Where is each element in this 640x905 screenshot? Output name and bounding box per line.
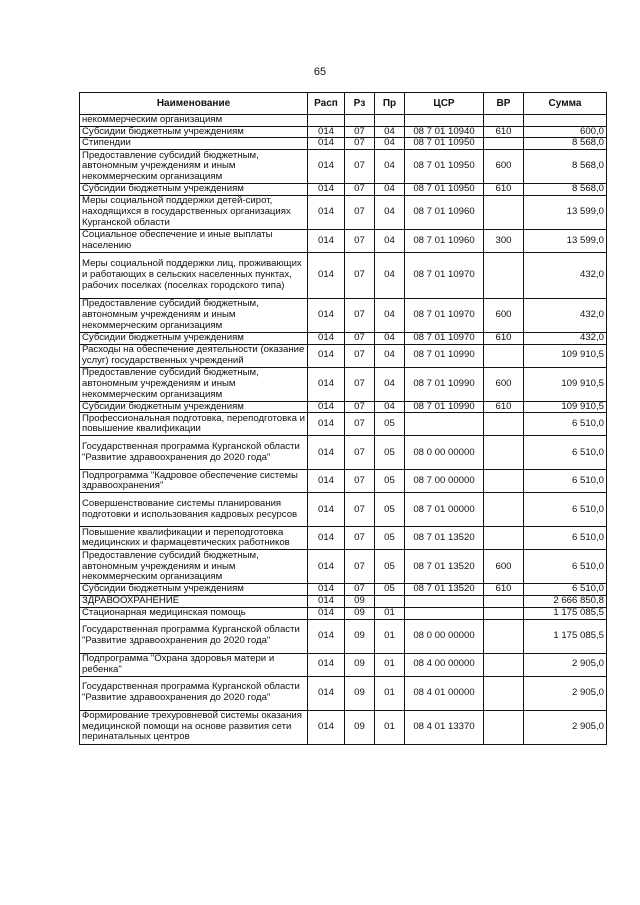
cell-csr: 08 7 01 00000 <box>405 493 484 527</box>
cell-rz: 07 <box>345 126 375 138</box>
cell-rasp: 014 <box>308 493 345 527</box>
cell-vr <box>484 493 524 527</box>
header-sum: Сумма <box>524 93 607 115</box>
cell-name: Предоставление субсидий бюджетным, автономным учреждениям и иным некоммерческим организациям <box>80 298 308 332</box>
cell-vr <box>484 138 524 150</box>
cell-name: Повышение квалификации и переподготовка медицинских и фармацевтических работников <box>80 527 308 550</box>
cell-vr <box>484 115 524 127</box>
cell-name: Меры социальной поддержки детей-сирот, находящихся в государственных организациях Курганской области <box>80 195 308 229</box>
cell-rasp: 014 <box>308 332 345 344</box>
cell-rasp: 014 <box>308 367 345 401</box>
cell-rz: 07 <box>345 401 375 413</box>
cell-csr: 08 7 01 13520 <box>405 584 484 596</box>
cell-csr: 08 7 01 10990 <box>405 344 484 367</box>
cell-vr: 600 <box>484 367 524 401</box>
cell-vr <box>484 607 524 619</box>
cell-rz: 07 <box>345 138 375 150</box>
cell-name: Предоставление субсидий бюджетным, автономным учреждениям и иным некоммерческим организациям <box>80 150 308 184</box>
cell-vr: 610 <box>484 584 524 596</box>
cell-sum: 2 666 850,8 <box>524 596 607 608</box>
cell-name: Субсидии бюджетным учреждениям <box>80 401 308 413</box>
header-pr: Пр <box>375 93 405 115</box>
cell-pr: 05 <box>375 584 405 596</box>
cell-rasp: 014 <box>308 607 345 619</box>
cell-vr <box>484 470 524 493</box>
cell-sum: 6 510,0 <box>524 413 607 436</box>
cell-rz: 07 <box>345 470 375 493</box>
cell-rasp: 014 <box>308 150 345 184</box>
cell-csr: 08 4 01 13370 <box>405 710 484 744</box>
table-row <box>80 676 607 710</box>
cell-csr: 08 0 00 00000 <box>405 436 484 470</box>
cell-pr: 04 <box>375 138 405 150</box>
table-row <box>80 138 607 150</box>
cell-rz: 07 <box>345 195 375 229</box>
table-row <box>80 550 607 584</box>
cell-name: Субсидии бюджетным учреждениям <box>80 126 308 138</box>
cell-sum: 6 510,0 <box>524 436 607 470</box>
cell-pr: 04 <box>375 298 405 332</box>
cell-rz: 07 <box>345 436 375 470</box>
cell-name: Подпрограмма "Кадровое обеспечение системы здравоохранения" <box>80 470 308 493</box>
cell-sum <box>524 115 607 127</box>
cell-csr <box>405 115 484 127</box>
cell-vr <box>484 252 524 298</box>
cell-csr <box>405 596 484 608</box>
cell-pr: 05 <box>375 413 405 436</box>
cell-sum: 600,0 <box>524 126 607 138</box>
cell-csr: 08 7 01 10970 <box>405 252 484 298</box>
cell-name: Государственная программа Курганской области "Развитие здравоохранения до 2020 года" <box>80 676 308 710</box>
cell-name: Совершенствование системы планирования подготовки и использования кадровых ресурсов <box>80 493 308 527</box>
table-row <box>80 584 607 596</box>
cell-rz: 07 <box>345 229 375 252</box>
table-header-row <box>80 93 607 115</box>
cell-rasp: 014 <box>308 252 345 298</box>
cell-rasp: 014 <box>308 229 345 252</box>
cell-sum: 109 910,5 <box>524 367 607 401</box>
cell-pr: 01 <box>375 676 405 710</box>
cell-name: Расходы на обеспечение деятельности (оказание услуг) государственных учреждений <box>80 344 308 367</box>
cell-vr: 300 <box>484 229 524 252</box>
cell-sum: 109 910,5 <box>524 401 607 413</box>
budget-table <box>79 92 607 745</box>
cell-vr <box>484 344 524 367</box>
cell-rasp: 014 <box>308 676 345 710</box>
cell-vr <box>484 710 524 744</box>
cell-name: Стационарная медицинская помощь <box>80 607 308 619</box>
cell-rz: 09 <box>345 619 375 653</box>
cell-rz <box>345 115 375 127</box>
cell-name: Государственная программа Курганской области "Развитие здравоохранения до 2020 года" <box>80 619 308 653</box>
cell-pr: 04 <box>375 252 405 298</box>
cell-pr: 04 <box>375 229 405 252</box>
cell-rasp: 014 <box>308 126 345 138</box>
table-row <box>80 195 607 229</box>
cell-csr: 08 7 01 10950 <box>405 150 484 184</box>
table-row <box>80 401 607 413</box>
cell-csr: 08 7 01 10990 <box>405 401 484 413</box>
cell-vr: 600 <box>484 550 524 584</box>
cell-rz: 09 <box>345 596 375 608</box>
cell-rz: 07 <box>345 584 375 596</box>
cell-rasp: 014 <box>308 195 345 229</box>
cell-pr: 04 <box>375 195 405 229</box>
table-row <box>80 653 607 676</box>
table-row <box>80 527 607 550</box>
cell-rz: 09 <box>345 676 375 710</box>
cell-csr: 08 7 01 10950 <box>405 184 484 196</box>
cell-rasp: 014 <box>308 710 345 744</box>
cell-rasp: 014 <box>308 527 345 550</box>
cell-rasp: 014 <box>308 436 345 470</box>
table-row <box>80 126 607 138</box>
table-row <box>80 332 607 344</box>
cell-rasp: 014 <box>308 344 345 367</box>
cell-rasp: 014 <box>308 184 345 196</box>
cell-csr: 08 7 01 10970 <box>405 298 484 332</box>
cell-pr: 04 <box>375 401 405 413</box>
table-row <box>80 150 607 184</box>
cell-vr <box>484 527 524 550</box>
table-row <box>80 710 607 744</box>
cell-vr <box>484 195 524 229</box>
table-row <box>80 436 607 470</box>
cell-pr: 01 <box>375 653 405 676</box>
cell-name: Субсидии бюджетным учреждениям <box>80 332 308 344</box>
cell-name: Социальное обеспечение и иные выплаты населению <box>80 229 308 252</box>
cell-sum: 2 905,0 <box>524 653 607 676</box>
cell-vr <box>484 436 524 470</box>
cell-csr: 08 7 01 10950 <box>405 138 484 150</box>
cell-pr: 04 <box>375 332 405 344</box>
cell-sum: 8 568,0 <box>524 150 607 184</box>
cell-rasp: 014 <box>308 596 345 608</box>
cell-sum: 6 510,0 <box>524 470 607 493</box>
cell-name: Государственная программа Курганской области "Развитие здравоохранения до 2020 года" <box>80 436 308 470</box>
cell-vr <box>484 619 524 653</box>
cell-pr: 04 <box>375 367 405 401</box>
cell-csr: 08 7 01 10970 <box>405 332 484 344</box>
cell-sum: 432,0 <box>524 332 607 344</box>
cell-pr: 05 <box>375 550 405 584</box>
cell-rz: 07 <box>345 344 375 367</box>
cell-sum: 13 599,0 <box>524 229 607 252</box>
header-csr: ЦСР <box>405 93 484 115</box>
cell-name: ЗДРАВООХРАНЕНИЕ <box>80 596 308 608</box>
cell-rz: 07 <box>345 413 375 436</box>
cell-rasp: 014 <box>308 413 345 436</box>
cell-vr: 600 <box>484 150 524 184</box>
cell-sum: 8 568,0 <box>524 138 607 150</box>
cell-csr: 08 7 01 10960 <box>405 195 484 229</box>
cell-rz: 09 <box>345 710 375 744</box>
cell-sum: 6 510,0 <box>524 527 607 550</box>
cell-name: Меры социальной поддержки лиц, проживающих и работающих в сельских населенных пунктах, рабочих поселках (поселках городского типа) <box>80 252 308 298</box>
cell-sum: 8 568,0 <box>524 184 607 196</box>
cell-sum: 6 510,0 <box>524 550 607 584</box>
page-number: 65 <box>313 66 327 78</box>
cell-vr <box>484 676 524 710</box>
cell-vr <box>484 596 524 608</box>
table-row <box>80 344 607 367</box>
cell-rasp: 014 <box>308 138 345 150</box>
table-row <box>80 493 607 527</box>
cell-csr: 08 0 00 00000 <box>405 619 484 653</box>
cell-rasp: 014 <box>308 619 345 653</box>
cell-name: Субсидии бюджетным учреждениям <box>80 584 308 596</box>
header-rz: Рз <box>345 93 375 115</box>
cell-csr: 08 7 01 13520 <box>405 527 484 550</box>
cell-sum: 2 905,0 <box>524 710 607 744</box>
cell-rasp: 014 <box>308 584 345 596</box>
cell-sum: 13 599,0 <box>524 195 607 229</box>
cell-sum: 109 910,5 <box>524 344 607 367</box>
cell-csr: 08 7 00 00000 <box>405 470 484 493</box>
cell-pr: 01 <box>375 607 405 619</box>
cell-csr <box>405 413 484 436</box>
cell-rz: 07 <box>345 184 375 196</box>
cell-rasp: 014 <box>308 401 345 413</box>
cell-rz: 07 <box>345 298 375 332</box>
cell-csr: 08 7 01 10940 <box>405 126 484 138</box>
cell-rz: 07 <box>345 150 375 184</box>
cell-rasp: 014 <box>308 298 345 332</box>
cell-csr: 08 4 01 00000 <box>405 676 484 710</box>
cell-rz: 07 <box>345 550 375 584</box>
cell-vr: 610 <box>484 184 524 196</box>
cell-name: некоммерческим организациям <box>80 115 308 127</box>
table-row <box>80 619 607 653</box>
cell-rasp: 014 <box>308 470 345 493</box>
cell-sum: 6 510,0 <box>524 493 607 527</box>
cell-csr <box>405 607 484 619</box>
cell-rasp: 014 <box>308 550 345 584</box>
cell-rasp <box>308 115 345 127</box>
cell-csr: 08 7 01 10990 <box>405 367 484 401</box>
cell-csr: 08 7 01 13520 <box>405 550 484 584</box>
table-row <box>80 252 607 298</box>
cell-pr: 04 <box>375 126 405 138</box>
cell-vr: 610 <box>484 332 524 344</box>
cell-vr <box>484 653 524 676</box>
cell-pr: 05 <box>375 527 405 550</box>
table-row <box>80 115 607 127</box>
cell-pr: 05 <box>375 493 405 527</box>
cell-pr <box>375 115 405 127</box>
table-row <box>80 184 607 196</box>
table-row <box>80 596 607 608</box>
table-row <box>80 367 607 401</box>
cell-rz: 07 <box>345 332 375 344</box>
cell-pr: 05 <box>375 436 405 470</box>
cell-pr: 05 <box>375 470 405 493</box>
cell-name: Субсидии бюджетным учреждениям <box>80 184 308 196</box>
table-row <box>80 413 607 436</box>
table-row <box>80 470 607 493</box>
cell-vr: 610 <box>484 401 524 413</box>
cell-pr: 04 <box>375 344 405 367</box>
cell-name: Стипендии <box>80 138 308 150</box>
cell-sum: 432,0 <box>524 298 607 332</box>
table-row <box>80 607 607 619</box>
table-row <box>80 298 607 332</box>
cell-sum: 2 905,0 <box>524 676 607 710</box>
cell-sum: 432,0 <box>524 252 607 298</box>
table-row <box>80 229 607 252</box>
cell-name: Формирование трехуровневой системы оказания медицинской помощи на основе развития сети перинатальных центров <box>80 710 308 744</box>
table-body <box>80 115 607 745</box>
cell-sum: 6 510,0 <box>524 584 607 596</box>
cell-pr: 04 <box>375 184 405 196</box>
cell-sum: 1 175 085,5 <box>524 607 607 619</box>
cell-pr <box>375 596 405 608</box>
cell-name: Подпрограмма "Охрана здоровья матери и ребенка" <box>80 653 308 676</box>
header-name: Наименование <box>80 93 308 115</box>
cell-rz: 07 <box>345 493 375 527</box>
cell-rz: 09 <box>345 653 375 676</box>
cell-rasp: 014 <box>308 653 345 676</box>
cell-vr: 610 <box>484 126 524 138</box>
cell-vr <box>484 413 524 436</box>
header-vr: ВР <box>484 93 524 115</box>
cell-pr: 01 <box>375 710 405 744</box>
cell-pr: 01 <box>375 619 405 653</box>
cell-name: Предоставление субсидий бюджетным, автономным учреждениям и иным некоммерческим организациям <box>80 550 308 584</box>
cell-rz: 07 <box>345 367 375 401</box>
header-rasp: Расп <box>308 93 345 115</box>
cell-csr: 08 7 01 10960 <box>405 229 484 252</box>
cell-rz: 07 <box>345 527 375 550</box>
cell-pr: 04 <box>375 150 405 184</box>
cell-vr: 600 <box>484 298 524 332</box>
cell-sum: 1 175 085,5 <box>524 619 607 653</box>
cell-name: Профессиональная подготовка, переподготовка и повышение квалификации <box>80 413 308 436</box>
cell-name: Предоставление субсидий бюджетным, автономным учреждениям и иным некоммерческим организациям <box>80 367 308 401</box>
cell-rz: 09 <box>345 607 375 619</box>
cell-rz: 07 <box>345 252 375 298</box>
cell-csr: 08 4 00 00000 <box>405 653 484 676</box>
